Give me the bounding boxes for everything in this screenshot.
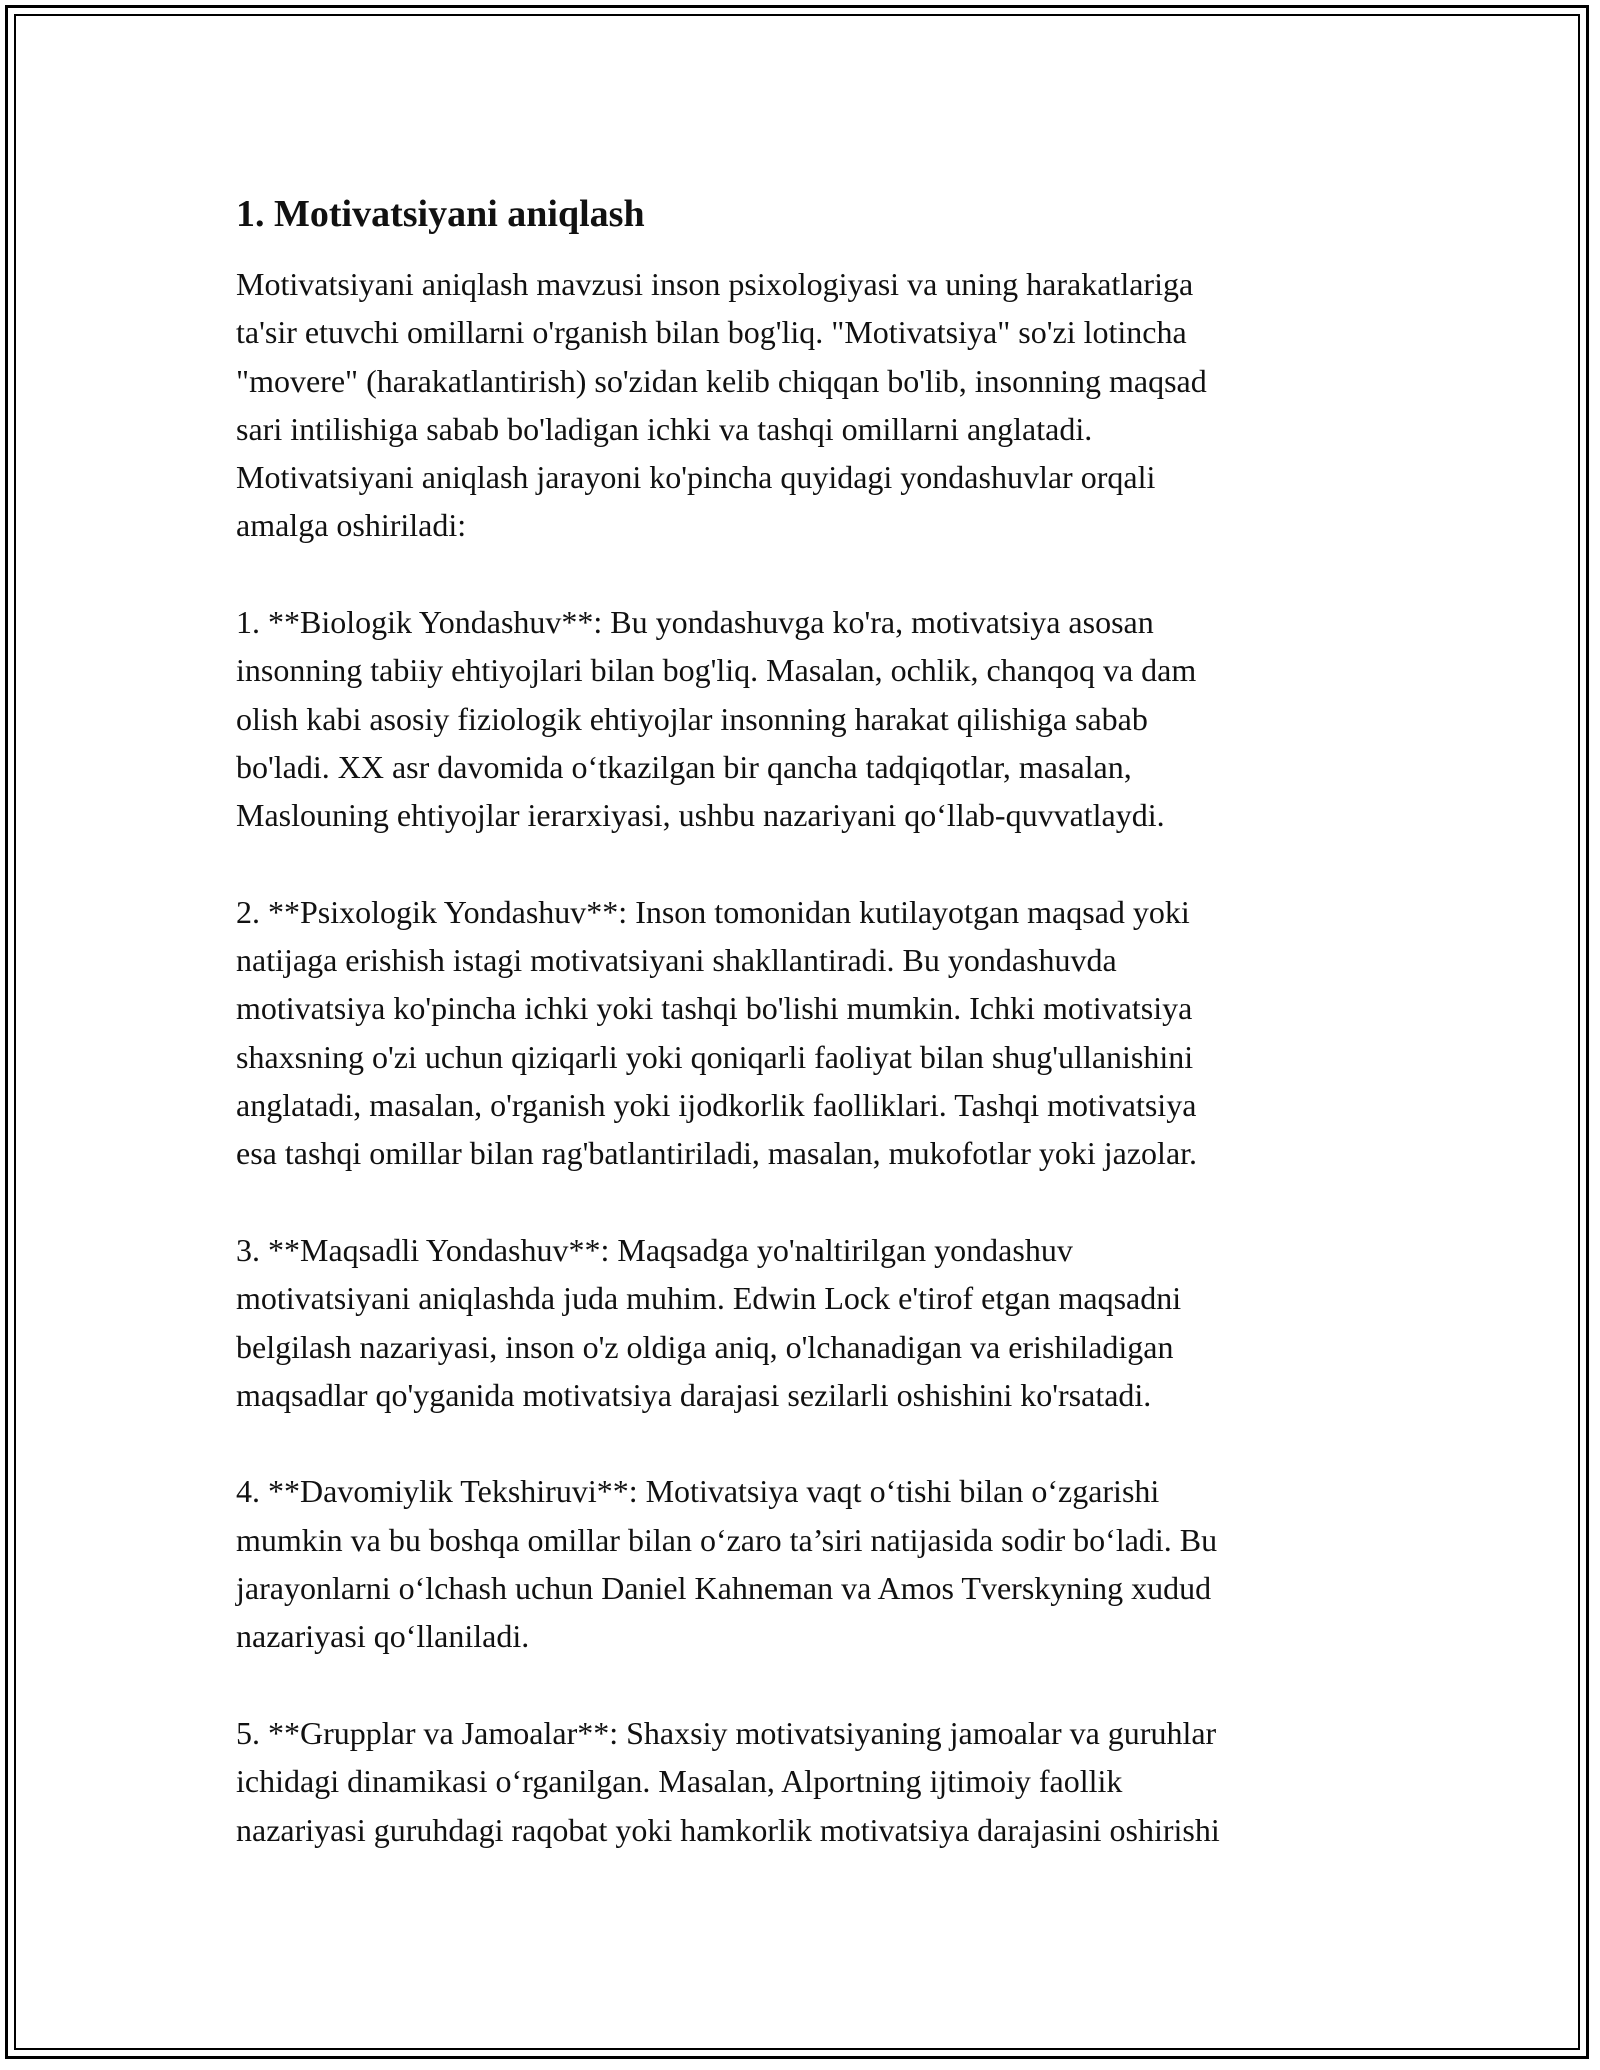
text-line: olish kabi asosiy fiziologik ehtiyojlar insonning harakat qilishiga sabab [236, 700, 1148, 737]
text-line: Motivatsiyani aniqlash jarayoni ko'pincha quyidagi yondashuvlar orqali [236, 459, 1156, 496]
document-page [236, 186, 1376, 1902]
text-line: shaxsning o'zi uchun qiziqarli yoki qoniqarli faoliyat bilan shug'ullanishini [236, 1038, 1194, 1075]
text-line: natijaga erishish istagi motivatsiyani shakllantiradi. Bu yondashuvda [236, 942, 1117, 979]
text-line: Motivatsiyani aniqlash mavzusi inson psixologiyasi va uning harakatlariga [236, 266, 1194, 302]
paragraph-psixologik [236, 888, 1376, 1178]
text-line: "movere" (harakatlantirish) so'zidan kelib chiqqan bo'lib, insonning maqsad [236, 362, 1207, 399]
text-line: belgilash nazariyasi, inson o'z oldiga aniq, o'lchanadigan va erishiladigan [236, 1328, 1174, 1365]
text-line: anglatadi, masalan, o'rganish yoki ijodkorlik faolliklari. Tashqi motivatsiya [236, 1087, 1197, 1124]
text-line: sari intilishiga sabab bo'ladigan ichki va tashqi omillarni anglatadi. [236, 410, 1093, 447]
text-line: jarayonlarni o‘lchash uchun Daniel Kahneman va Amos Tverskyning xudud [236, 1570, 1212, 1607]
text-line: esa tashqi omillar bilan rag'batlantiriladi, masalan, mukofotlar yoki jazolar. [236, 1135, 1198, 1172]
text-line: 3. **Maqsadli Yondashuv**: Maqsadga yo'naltirilgan yondashuv [236, 1231, 1073, 1268]
text-line: insonning tabiiy ehtiyojlari bilan bog'liq. Masalan, ochlik, chanqoq va dam [236, 652, 1197, 689]
text-line: bo'ladi. XX asr davomida o‘tkazilgan bir qancha tadqiqotlar, masalan, [236, 748, 1132, 785]
paragraph-grupplar [236, 1709, 1376, 1854]
text-line: mumkin va bu boshqa omillar bilan o‘zaro ta’siri natijasida sodir bo‘ladi. Bu [236, 1521, 1218, 1558]
section-heading: 1. Motivatsiyani aniqlash [236, 193, 645, 235]
paragraph-biologik [236, 598, 1376, 839]
text-line: maqsadlar qo'yganida motivatsiya darajasi sezilarli oshishini ko'rsatadi. [236, 1376, 1152, 1413]
paragraph-davomiylik [236, 1467, 1376, 1660]
text-line: ichidagi dinamikasi o‘rganilgan. Masalan, Alportning ijtimoiy faollik [236, 1763, 1123, 1800]
text-line: ta'sir etuvchi omillarni o'rganish bilan bog'liq. "Motivatsiya" so'zi lotincha [236, 314, 1187, 351]
text-line: nazariyasi qo‘llaniladi. [236, 1618, 530, 1655]
text-line: amalga oshiriladi: [236, 507, 467, 544]
text-line: 1. **Biologik Yondashuv**: Bu yondashuvga ko'ra, motivatsiya asosan [236, 604, 1154, 641]
text-line: motivatsiyani aniqlashda juda muhim. Edwin Lock e'tirof etgan maqsadni [236, 1280, 1182, 1317]
text-line: 4. **Davomiylik Tekshiruvi**: Motivatsiya vaqt o‘tishi bilan o‘zgarishi [236, 1473, 1160, 1510]
text-line: motivatsiya ko'pincha ichki yoki tashqi bo'lishi mumkin. Ichki motivatsiya [236, 990, 1193, 1027]
text-line: 2. **Psixologik Yondashuv**: Inson tomonidan kutilayotgan maqsad yoki [236, 893, 1190, 930]
text-line: Maslouning ehtiyojlar ierarxiyasi, ushbu nazariyani qo‘llab-quvvatlaydi. [236, 797, 1165, 834]
text-line: 5. **Grupplar va Jamoalar**: Shaxsiy motivatsiyaning jamoalar va guruhlar [236, 1714, 1217, 1751]
paragraph-maqsadli [236, 1226, 1376, 1419]
paragraph-intro [236, 260, 1376, 550]
text-line: nazariyasi guruhdagi raqobat yoki hamkorlik motivatsiya darajasini oshirishi [236, 1811, 1220, 1848]
